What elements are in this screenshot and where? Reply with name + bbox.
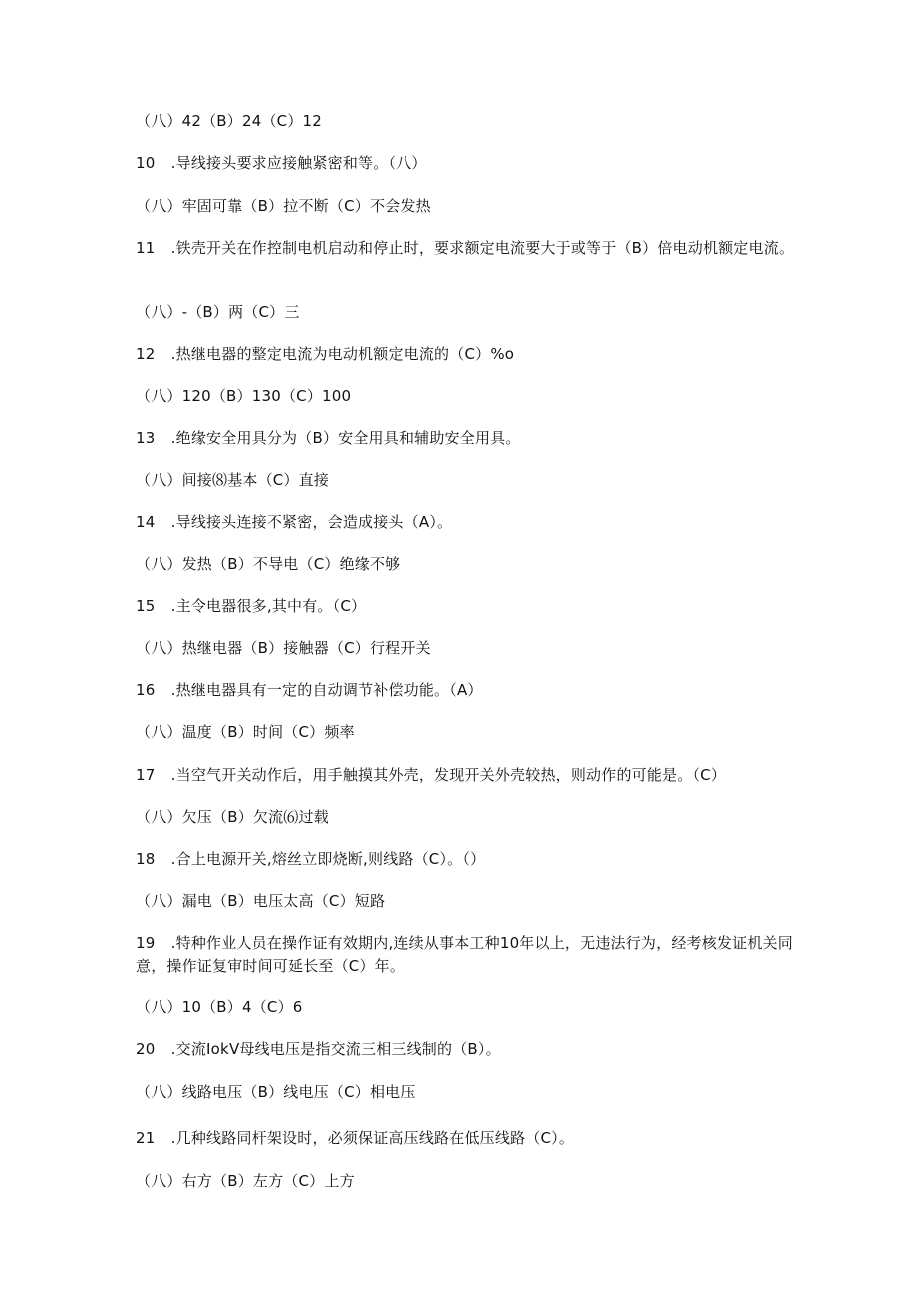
question-17: 17 .当空气开关动作后，用手触摸其外壳，发现开关外壳较热，则动作的可能是。（C） — [136, 766, 727, 784]
options-line-9: （八）42（B）24（C）12 — [136, 112, 323, 130]
options-line-15: （八）热继电器（B）接触器（C）行程开关 — [136, 639, 431, 657]
options-line-14: （八）发热（B）不导电（C）绝缘不够 — [136, 555, 401, 573]
question-21: 21 .几种线路同杆架设时，必须保证高压线路在低压线路（C）。 — [136, 1129, 575, 1147]
options-line-12: （八）120（B）130（C）100 — [136, 387, 352, 405]
options-line-11: （八）-（B）两（C）三 — [136, 303, 300, 321]
options-line-16: （八）温度（B）时间（C）频率 — [136, 723, 355, 741]
options-line-20: （八）线路电压（B）线电压（C）相电压 — [136, 1083, 416, 1101]
question-19: 19 .特种作业人员在操作证有效期内,连续从事本工种10年以上，无违法行为，经考核发证机关同意，操作证复审时间可延长至（C）年。 — [136, 934, 793, 975]
question-11: 11 .铁壳开关在作控制电机启动和停止时，要求额定电流要大于或等于（B）倍电动机额定电流。 — [136, 239, 795, 257]
question-20: 20 .交流IokV母线电压是指交流三相三线制的（B）。 — [136, 1040, 501, 1058]
question-13: 13 .绝缘安全用具分为（B）安全用具和辅助安全用具。 — [136, 429, 521, 447]
options-line-13: （八）间接⑻基本（C）直接 — [136, 471, 330, 489]
options-line-21: （八）右方（B）左方（C）上方 — [136, 1172, 355, 1190]
question-15: 15 .主令电器很多,其中有。（C） — [136, 597, 367, 615]
question-10: 10 .导线接头要求应接触紧密和等。（八） — [136, 154, 427, 172]
options-line-17: （八）欠压（B）欠流⑹过载 — [136, 808, 329, 826]
options-line-18: （八）漏电（B）电压太高（C）短路 — [136, 892, 386, 910]
options-line-10: （八）牢固可靠（B）拉不断（C）不会发热 — [136, 197, 431, 215]
options-line-19: （八）10（B）4（C）6 — [136, 998, 303, 1016]
question-18: 18 .合上电源开关,熔丝立即烧断,则线路（C）。（） — [136, 850, 486, 868]
question-14: 14 .导线接头连接不紧密，会造成接头（A）。 — [136, 513, 453, 531]
question-12: 12 .热继电器的整定电流为电动机额定电流的（C）%o — [136, 345, 515, 363]
question-16: 16 .热继电器具有一定的自动调节补偿功能。（A） — [136, 681, 483, 699]
